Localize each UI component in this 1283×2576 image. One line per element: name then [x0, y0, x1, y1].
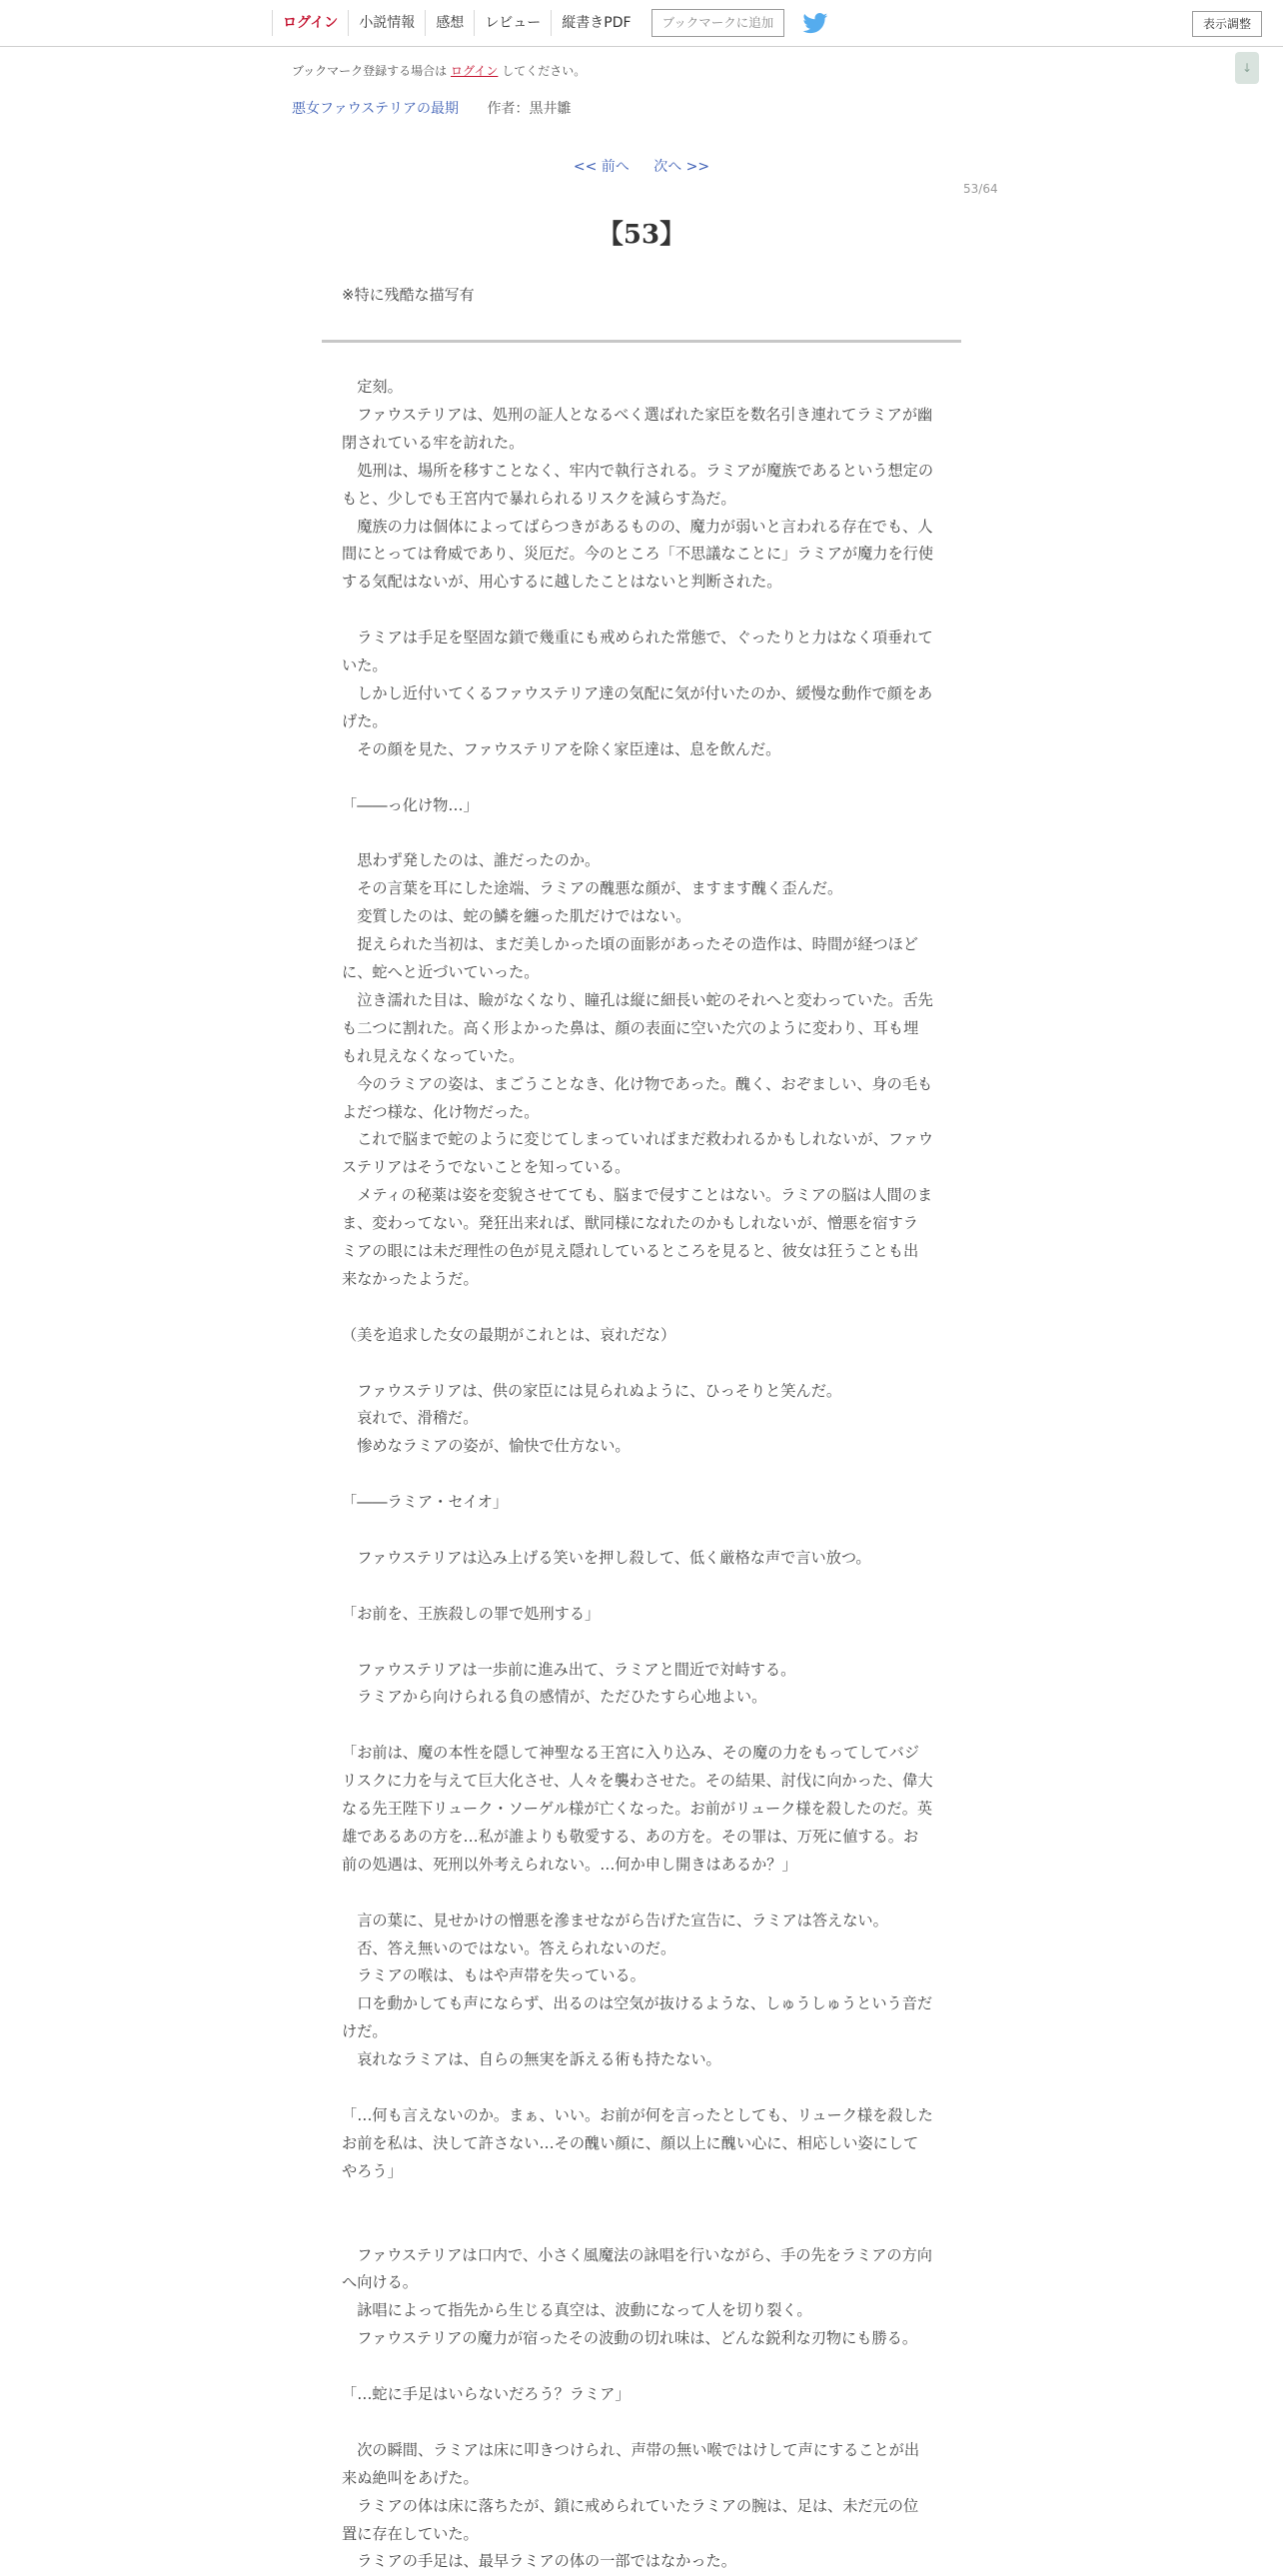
body-paragraph: しかし近付いてくるファウステリア達の気配に気が付いたのか、緩慢な動作で顔をあげた。 — [342, 683, 933, 730]
body-paragraph: ファウステリアは込み上げる笑いを押し殺して、低く厳格な声で言い放つ。 — [342, 1548, 871, 1567]
body-paragraph: 「お前を、王族殺しの罪で処刑する」 — [342, 1604, 601, 1623]
body-paragraph: その言葉を耳にした途端、ラミアの醜悪な顔が、ますます醜く歪んだ。 — [342, 879, 843, 898]
body-paragraph: 今のラミアの姿は、まごうことなき、化け物であった。醜く、おぞましい、身の毛もよだつ様な、化け物だった。 — [342, 1074, 933, 1121]
body-paragraph: 「――ラミア・セイオ」 — [342, 1493, 509, 1512]
blank-line — [342, 1573, 933, 1601]
novel-info-link[interactable]: 小説情報 — [348, 10, 425, 36]
preface-divider — [322, 340, 961, 343]
body-paragraph: ファウステリアは口内で、小さく風魔法の詠唱を行いながら、手の先をラミアの方向へ向ける。 — [342, 2245, 932, 2292]
blank-line — [342, 597, 933, 625]
body-paragraph: 思わず発したのは、誰だったのか。 — [342, 851, 601, 870]
scroll-down-button[interactable]: ↓ — [1235, 52, 1259, 84]
body-paragraph: ファウステリアは、供の家臣には見られぬように、ひっそりと笑んだ。 — [342, 1381, 842, 1400]
add-bookmark-button[interactable]: ブックマークに追加 — [651, 9, 785, 37]
notice-text-before: ブックマーク登録する場合は — [292, 64, 448, 78]
twitter-icon[interactable] — [802, 12, 828, 34]
novel-body — [342, 374, 933, 2576]
blank-line — [342, 1294, 933, 1322]
body-paragraph: 「お前は、魔の本性を隠して神聖なる王宮に入り込み、その魔の力をもってしてバジリスクに力を与えて巨大化させ、人々を襲わさせた。その結果、討伐に向かった、偉大なる先王陛下リューク・ソーゲル様が亡くなった。お前がリューク様を殺したのだ。英雄であるあの方を…私が誰よりも敬愛する、あの方を。その罪は、万死に値する。お前の処遇は、死刑以外考えられない。…何か申し開きはあるか？」 — [342, 1744, 933, 1874]
body-paragraph: 次の瞬間、ラミアは床に叩きつけられ、声帯の無い喉ではけして声にすることが出来ぬ絶叫をあげた。 — [342, 2440, 920, 2487]
blank-line — [342, 1880, 933, 1908]
body-paragraph: 定刻。 — [342, 378, 403, 396]
body-paragraph: ファウステリアは、処刑の証人となるべく選ばれた家臣を数名引き連れてラミアが幽閉されている牢を訪れた。 — [342, 405, 933, 452]
blank-line — [342, 1712, 933, 1740]
blank-line — [342, 1517, 933, 1545]
prev-chapter-link[interactable]: << 前へ — [573, 159, 630, 175]
vertical-pdf-link[interactable]: 縦書きPDF — [551, 10, 641, 36]
body-paragraph: ラミアの喉は、もはや声帯を失っている。 — [342, 1966, 645, 1985]
body-paragraph: 変質したのは、蛇の鱗を纏った肌だけではない。 — [342, 907, 691, 926]
novel-title-link[interactable]: 悪女ファウステリアの最期 — [292, 101, 460, 117]
blank-line — [342, 764, 933, 792]
top-navigation-bar — [0, 0, 1283, 47]
login-link[interactable]: ログイン — [272, 10, 348, 36]
body-paragraph: 言の葉に、見せかけの憎悪を滲ませながら告げた宣告に、ラミアは答えない。 — [342, 1911, 888, 1930]
chapter-pager — [0, 156, 1283, 176]
notice-login-link[interactable]: ログイン — [451, 64, 499, 78]
chapter-preface: ※特に残酷な描写有 — [342, 286, 475, 304]
body-paragraph: 捉えられた当初は、まだ美しかった頃の面影があったその造作は、時間が経つほどに、蛇へと近づいていった。 — [342, 935, 918, 981]
main-nav — [272, 0, 828, 46]
body-paragraph: 詠唱によって指先から生じる真空は、波動になって人を切り裂く。 — [342, 2301, 812, 2320]
blank-line — [342, 1350, 933, 1378]
body-paragraph: 「…蛇に手足はいらないだろう？ラミア」 — [342, 2385, 631, 2404]
blank-line — [342, 2186, 933, 2214]
body-paragraph: 泣き濡れた目は、瞼がなくなり、瞳孔は縦に細長い蛇のそれへと変わっていた。舌先も二つに割れた。高く形よかった鼻は、顔の表面に空いた穴のように変わり、耳も埋もれ見えなくなっていた。 — [342, 990, 933, 1065]
blank-line — [342, 1461, 933, 1489]
body-paragraph: 魔族の力は個体によってばらつきがあるものの、魔力が弱いと言われる存在でも、人間にとっては脅威であり、災厄だ。今のところ「不思議なことに」ラミアが魔力を行使する気配はないが、用心するに越したことはないと判断された。 — [342, 517, 934, 592]
body-paragraph: 「…何も言えないのか。まぁ、いい。お前が何を言ったとしても、リューク様を殺したお前を私は、決して許さない…その醜い顔に、顔以上に醜い心に、相応しい姿にしてやろう」 — [342, 2106, 933, 2180]
body-paragraph: ファウステリアは一歩前に進み出て、ラミアと間近で対峙する。 — [342, 1660, 796, 1679]
body-paragraph: 哀れで、滑稽だ。 — [342, 1409, 479, 1428]
blank-line — [342, 2409, 933, 2437]
body-paragraph: （美を追求した女の最期がこれとは、哀れだな） — [342, 1325, 676, 1344]
body-paragraph: 「――っ化け物…」 — [342, 795, 479, 814]
body-paragraph: ラミアは手足を堅固な鎖で幾重にも戒められた常態で、ぐったりと力はなく項垂れていた。 — [342, 629, 933, 675]
notice-text-after: してください。 — [502, 64, 587, 78]
body-paragraph: 哀れなラミアは、自らの無実を訴える術も持たない。 — [342, 2050, 721, 2069]
next-chapter-link[interactable]: 次へ >> — [653, 159, 710, 175]
chapter-title: 【53】 — [597, 220, 686, 250]
blank-line — [342, 2214, 933, 2242]
chapter-count: 53/64 — [963, 182, 998, 196]
body-paragraph: 口を動かしても声にならず、出るのは空気が抜けるような、しゅうしゅうという音だけだ。 — [342, 1994, 933, 2041]
blank-line — [342, 2353, 933, 2381]
body-paragraph: ラミアから向けられる負の感情が、ただひたすら心地よい。 — [342, 1688, 767, 1707]
blank-line — [342, 2074, 933, 2102]
body-paragraph: その顔を見た、ファウステリアを除く家臣達は、息を飲んだ。 — [342, 739, 781, 758]
body-paragraph: 否、答え無いのではない。答えられないのだ。 — [342, 1938, 676, 1957]
review-link[interactable]: レビュー — [474, 10, 551, 36]
author-label: 作者：黒井雛 — [487, 101, 572, 117]
blank-line — [342, 1629, 933, 1657]
blank-line — [342, 819, 933, 847]
body-paragraph: 惨めなラミアの姿が、愉快で仕方ない。 — [342, 1437, 631, 1456]
novel-header — [292, 98, 571, 118]
display-settings-button[interactable]: 表示調整 — [1192, 11, 1262, 37]
impressions-link[interactable]: 感想 — [425, 10, 474, 36]
body-paragraph: ファウステリアの魔力が宿ったその波動の切れ味は、どんな鋭利な刃物にも勝る。 — [342, 2329, 918, 2348]
bookmark-login-notice — [292, 62, 586, 79]
body-paragraph: メティの秘薬は姿を変貌させてても、脳まで侵すことはない。ラミアの脳は人間のまま、変わってない。発狂出来れば、獣同様になれたのかもしれないが、憎悪を宿すラミアの眼には未だ理性の色が見え隠れしているところを見ると、彼女は狂うことも出来なかったようだ。 — [342, 1186, 933, 1288]
body-paragraph: ラミアの手足は、最早ラミアの体の一部ではなかった。 — [342, 2552, 736, 2571]
body-paragraph: ラミアの体は床に落ちたが、鎖に戒められていたラミアの腕は、足は、未だ元の位置に存在していた。 — [342, 2496, 919, 2543]
body-paragraph: 処刑は、場所を移すことなく、牢内で執行される。ラミアが魔族であるという想定のもと、少しでも王宮内で暴れられるリスクを減らす為だ。 — [342, 461, 934, 508]
body-paragraph: これで脳まで蛇のように変じてしまっていればまだ救われるかもしれないが、ファウステリアはそうでないことを知っている。 — [342, 1130, 934, 1177]
